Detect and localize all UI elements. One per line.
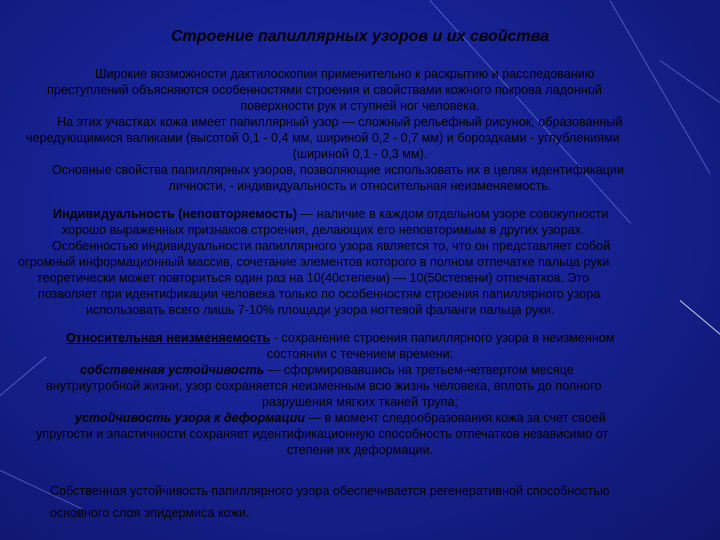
own-stability-term: собственная устойчивость	[80, 363, 265, 377]
slide-title: Строение папиллярных узоров и их свойства	[171, 28, 549, 45]
intro-line-1: Широкие возможности дактилоскопии применительно к раскрытию и расследованию	[95, 67, 595, 81]
conclusion-line-1: Собственная устойчивость папиллярного узора обеспечивается регенеративной способностью	[50, 484, 610, 498]
invariance-term: Относительная неизменяемость	[66, 331, 271, 345]
properties-line-2: личности, - индивидуальность и относительная неизменяемость.	[168, 179, 552, 193]
individuality-term: Индивидуальность (неповторяемость)	[53, 207, 298, 221]
deformation-line-2: упругости и эластичности сохраняет идентификационную способность отпечатков независимо от	[36, 427, 609, 441]
invariance-line-1	[66, 331, 614, 347]
relief-line-2: чередующимися валиками (высотой 0,1 - 0,4 мм, шириной 0,2 - 0,7 мм) и бороздками - углублениями	[26, 131, 620, 145]
invariance-definition: - сохранение строения папиллярного узора в неизменном	[270, 331, 615, 345]
individuality-line-6: позволяет при идентификации человека только по особенностям строения папиллярного узора	[38, 287, 601, 301]
deformation-line-1	[75, 411, 606, 427]
relief-line-3: (шириной 0,1 - 0,3 мм).	[292, 147, 428, 161]
own-stability-line-1	[80, 363, 574, 379]
properties-line-1: Основные свойства папиллярных узоров, позволяющие использовать их в целях идентификации	[52, 163, 624, 177]
individuality-line-7: использовать всего лишь 7-10% площади узора ногтевой фаланги пальца руки.	[86, 303, 555, 317]
intro-line-2: преступлений объясняются особенностями строения и свойствами кожного покрова ладонной	[47, 83, 602, 97]
relief-line-1: На этих участках кожа имеет папиллярный узор — сложный рельефный рисунок, образованный	[57, 115, 623, 129]
individuality-line-4: огромный информационный массив, сочетание элементов которого в полном отпечатке пальца руки	[18, 255, 610, 269]
own-stability-line-3: разрушения мягких тканей трупа;	[262, 395, 458, 409]
decorative-line	[680, 300, 720, 346]
conclusion-line-2: основного слоя эпидермиса кожи.	[50, 506, 250, 520]
individuality-line-2: хорошо выраженных признаков строения, делающих его неповторимым в других узорах.	[62, 223, 585, 237]
own-stability-line-2: внутриутробной жизни, узор сохраняется неизменным всю жизнь человека, вплоть до полного	[46, 379, 602, 393]
invariance-line-2: состоянии с течением времени:	[266, 347, 454, 361]
individuality-line-3: Особенностью индивидуальности папиллярного узора является то, что он представляет собой	[52, 239, 611, 253]
deformation-term: устойчивость узора к деформации	[75, 411, 305, 425]
individuality-line-5: теоретически может повториться один раз на 10(40степени) — 10(50степени) отпечатков. Это	[37, 271, 590, 285]
individuality-line-1	[53, 207, 608, 223]
deformation-definition: — в момент следообразования кожа за счет своей	[304, 411, 606, 425]
deformation-line-3: степени их деформации.	[286, 443, 434, 457]
individuality-definition: — наличие в каждом отдельном узоре совокупности	[297, 207, 609, 221]
intro-line-3: поверхности рук и ступней ног человека.	[240, 99, 480, 113]
own-stability-definition: — сформировавшись на третьем-четвертом месяце	[264, 363, 574, 377]
